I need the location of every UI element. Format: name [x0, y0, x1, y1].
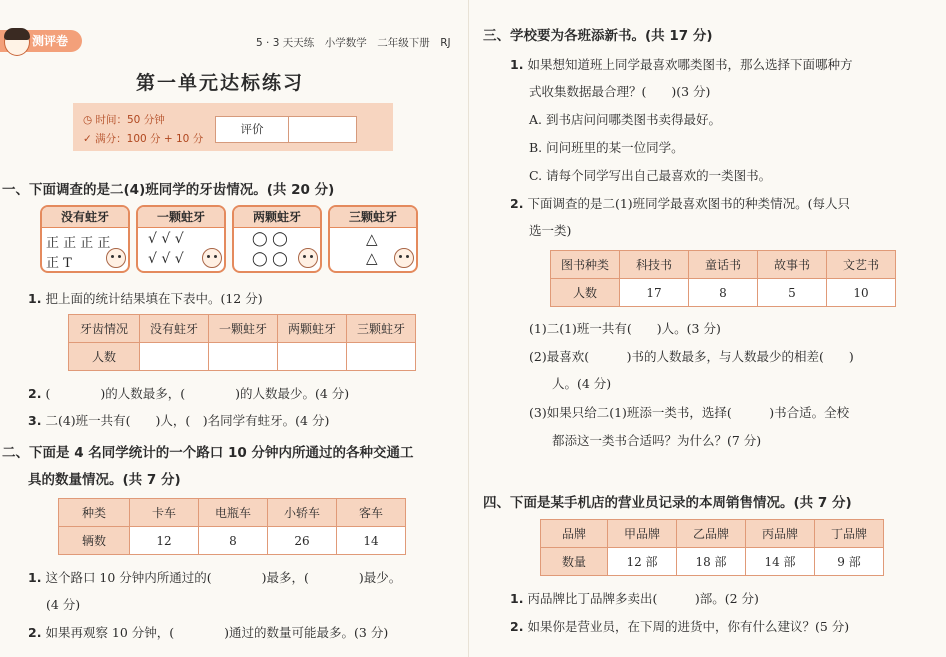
section1-heading: 一、下面调查的是二(4)班同学的牙齿情况。(共 20 分)	[2, 182, 335, 198]
option-a: A. 到书店问问哪类图书卖得最好。	[529, 112, 721, 127]
eval-box	[215, 116, 357, 143]
s1-q3: 3. 二(4)班一共有( )人，( )名同学有蛀牙。(4 分)	[28, 413, 330, 428]
mascot-icon	[394, 248, 414, 268]
s3-q2: 2. 下面调查的是二(1)班同学最喜欢图书的种类情况。(每人只	[510, 196, 851, 211]
s3-sub2: (2)最喜欢( )书的人数最多，与人数最少的相差( )	[529, 349, 854, 364]
s4-q2: 2. 如果你是营业员，在下周的进货中，你有什么建议？(5 分)	[510, 619, 850, 634]
mascot-icon	[298, 248, 318, 268]
s3-sub2-cont: 人。(4 分)	[552, 376, 612, 391]
answer-cell[interactable]	[209, 343, 278, 371]
s4-q1: 1. 丙品牌比丁品牌多卖出( )部。(2 分)	[510, 591, 759, 606]
s1-q2: 2. ( )的人数最多，( )的人数最少。(4 分)	[28, 386, 350, 401]
eval-field[interactable]	[289, 117, 356, 142]
s1-table: 牙齿情况 没有蛀牙 一颗蛀牙 两颗蛀牙 三颗蛀牙 人数	[68, 314, 416, 371]
s3-table: 图书种类 科技书 童话书 故事书 文艺书 人数 17 8 5 10	[550, 250, 896, 307]
mascot-icon	[106, 248, 126, 268]
s4-table: 品牌 甲品牌 乙品牌 丙品牌 丁品牌 数量 12 部 18 部 14 部 9 部	[540, 519, 884, 576]
eval-label: 评价	[216, 117, 289, 142]
card-two-cavities: 两颗蛀牙 ◯ ◯ ◯ ◯	[232, 205, 322, 273]
card-three-cavities: 三颗蛀牙 △ △	[328, 205, 418, 273]
mascot-icon	[4, 28, 30, 56]
section4-heading: 四、下面是某手机店的营业员记录的本周销售情况。(共 7 分)	[483, 495, 852, 511]
s2-q1-cont: (4 分)	[46, 597, 81, 612]
mascot-icon	[202, 248, 222, 268]
answer-cell[interactable]	[278, 343, 347, 371]
series-label: 5 · 3 天天练 小学数学 二年级下册 RJ	[256, 37, 451, 49]
s2-q1: 1. 这个路口 10 分钟内所通过的( )最多，( )最少。	[28, 570, 402, 585]
s3-sub1: (1)二(1)班一共有( )人。(3 分)	[529, 321, 721, 336]
section2-heading-1: 二、下面是 4 名同学统计的一个路口 10 分钟内所通过的各种交通工	[2, 445, 414, 461]
s2-q2: 2. 如果再观察 10 分钟，( )通过的数量可能最多。(3 分)	[28, 625, 389, 640]
s3-q1: 1. 如果想知道班上同学最喜欢哪类图书，那么选择下面哪种方	[510, 57, 853, 72]
s3-q1-cont: 式收集数据最合理？( )(3 分)	[529, 84, 711, 99]
score-label: ✓ 满分：100 分 + 10 分	[83, 133, 204, 145]
page-divider	[468, 0, 469, 657]
s3-q2-cont: 选一类)	[529, 223, 572, 238]
section3-heading: 三、学校要为各班添新书。(共 17 分)	[483, 28, 713, 44]
s3-sub3-cont: 都添这一类书合适吗？为什么？(7 分)	[552, 433, 762, 448]
card-no-cavity: 没有蛀牙 正 正 正 正 正 T	[40, 205, 130, 273]
section2-heading-2: 具的数量情况。(共 7 分)	[28, 472, 181, 488]
badge-label: 测评卷	[32, 34, 69, 48]
card-one-cavity: 一颗蛀牙 √ √ √ √ √ √	[136, 205, 226, 273]
answer-cell[interactable]	[140, 343, 209, 371]
option-c: C. 请每个同学写出自己最喜欢的一类图书。	[529, 168, 772, 183]
s3-sub3: (3)如果只给二(1)班添一类书，选择( )书合适。全校	[529, 405, 850, 420]
time-label: ◷ 时间：50 分钟	[83, 114, 165, 126]
option-b: B. 问问班里的某一位同学。	[529, 140, 684, 155]
answer-cell[interactable]	[347, 343, 416, 371]
page-title: 第一单元达标练习	[135, 72, 304, 94]
s2-table: 种类 卡车 电瓶车 小轿车 客车 辆数 12 8 26 14	[58, 498, 406, 555]
s1-q1: 1. 把上面的统计结果填在下表中。(12 分)	[28, 291, 263, 306]
